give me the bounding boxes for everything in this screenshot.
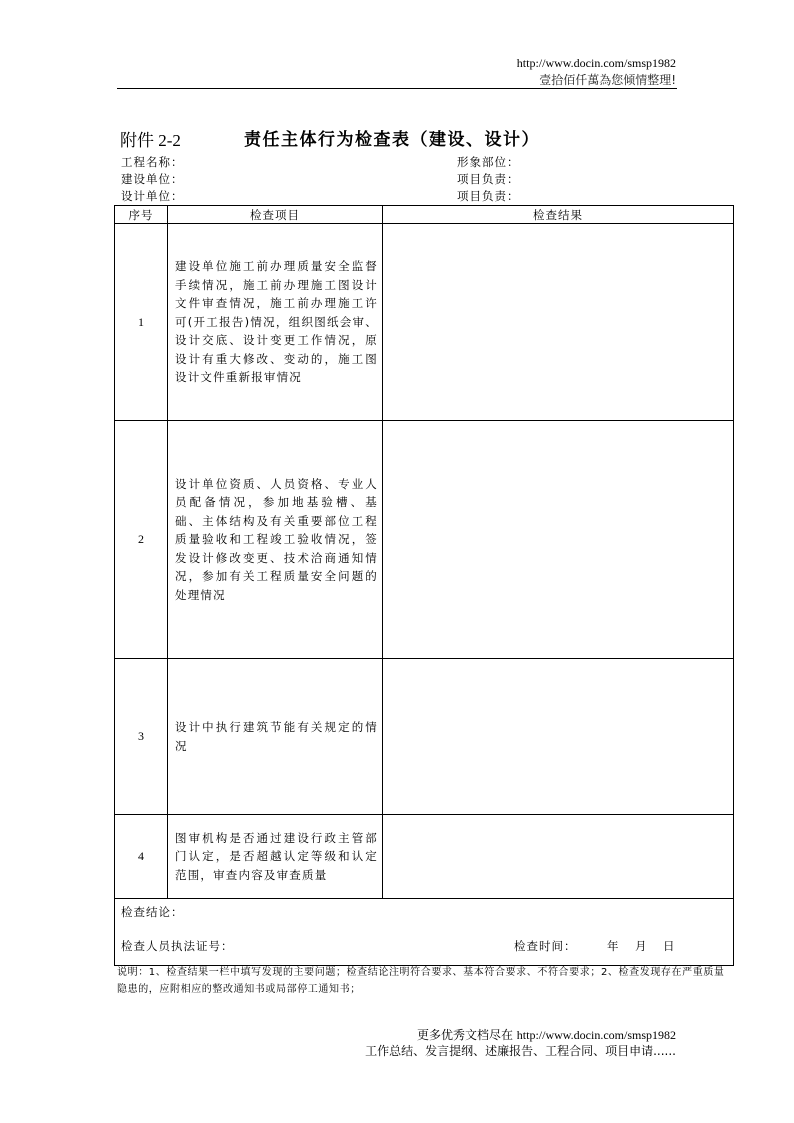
row-number-cell [115, 224, 168, 421]
construction-unit-label: 建设单位： [121, 172, 184, 186]
conclusion-row [115, 899, 734, 966]
row-number-cell [115, 815, 168, 899]
table-row [115, 421, 734, 659]
header-url[interactable]: http://www.docin.com/smsp1982 [516, 56, 676, 70]
progress-part-label: 形象部位： [457, 155, 520, 169]
check-result-cell[interactable] [383, 224, 734, 421]
check-item-cell [168, 815, 383, 899]
row-number: 2 [138, 532, 144, 546]
row-number: 3 [138, 729, 144, 743]
row-number: 4 [138, 849, 144, 863]
check-item-cell [168, 224, 383, 421]
project-lead-label-2: 项目负责： [457, 189, 520, 203]
explanation-note: 说明：1、检查结果一栏中填写发现的主要问题；检查结论注明符合要求、基本符合要求、不符合要求；2、检查发现存在严重质量隐患的，应附相应的整改通知书或局部停工通知书； [117, 967, 725, 995]
check-result-cell[interactable] [383, 815, 734, 899]
footer-more-docs [417, 1026, 676, 1043]
page-title: 责任主体行为检查表（建设、设计） [244, 130, 540, 150]
conclusion-cell[interactable] [115, 899, 734, 966]
column-header-no: 序号 [115, 206, 168, 224]
header-slogan: 壹拾佰仟萬為您倾情整理! [539, 73, 676, 87]
table-row [115, 224, 734, 421]
check-result-cell[interactable] [383, 659, 734, 815]
column-header-item: 检查项目 [168, 206, 383, 224]
footer-prefix: 更多优秀文档尽在 [416, 1028, 517, 1042]
inspector-license-label: 检查人员执法证号： [121, 939, 234, 953]
inspection-time-label: 检查时间： [514, 939, 577, 953]
check-result-cell[interactable] [383, 421, 734, 659]
attachment-number: 附件 2-2 [120, 131, 181, 150]
check-item-text: 设计中执行建筑节能有关规定的情况 [175, 720, 378, 753]
row-number-cell [115, 659, 168, 815]
column-header-result: 检查结果 [383, 206, 734, 224]
check-item-cell [168, 659, 383, 815]
check-item-text: 设计单位资质、人员资格、专业人员配备情况，参加地基验槽、基础、主体结构及有关重要部位工程质量验收和工程竣工验收情况，签发设计修改变更、技术洽商通知情况，参加有关工程质量安全问题的处理情况 [175, 476, 378, 602]
footer-url[interactable]: http://www.docin.com/smsp1982 [516, 1028, 676, 1042]
footer-categories: 工作总结、发言提纲、述廉报告、工程合同、项目申请...... [365, 1044, 676, 1058]
project-lead-label: 项目负责： [457, 172, 520, 186]
project-name-label: 工程名称： [121, 155, 184, 169]
header-divider [117, 88, 677, 89]
row-number-cell [115, 421, 168, 659]
table-row [115, 659, 734, 815]
check-item-text: 图审机构是否通过建设行政主管部门认定，是否超越认定等级和认定范围，审查内容及审查质量 [175, 830, 378, 882]
row-number: 1 [138, 314, 144, 329]
table-header-row [115, 206, 734, 224]
month-label: 月 [635, 939, 647, 953]
design-unit-label: 设计单位： [121, 189, 184, 203]
inspection-table [114, 205, 734, 966]
table-row [115, 815, 734, 899]
year-label: 年 [607, 939, 619, 953]
conclusion-label: 检查结论： [121, 905, 184, 919]
check-item-text: 建设单位施工前办理质量安全监督手续情况，施工前办理施工图设计文件审查情况，施工前办理施工许可(开工报告)情况，组织图纸会审、设计交底、设计变更工作情况，原设计有重大修改、变动的，施工图设计文件重新报审情况 [175, 259, 378, 385]
check-item-cell [168, 421, 383, 659]
day-label: 日 [663, 939, 675, 953]
